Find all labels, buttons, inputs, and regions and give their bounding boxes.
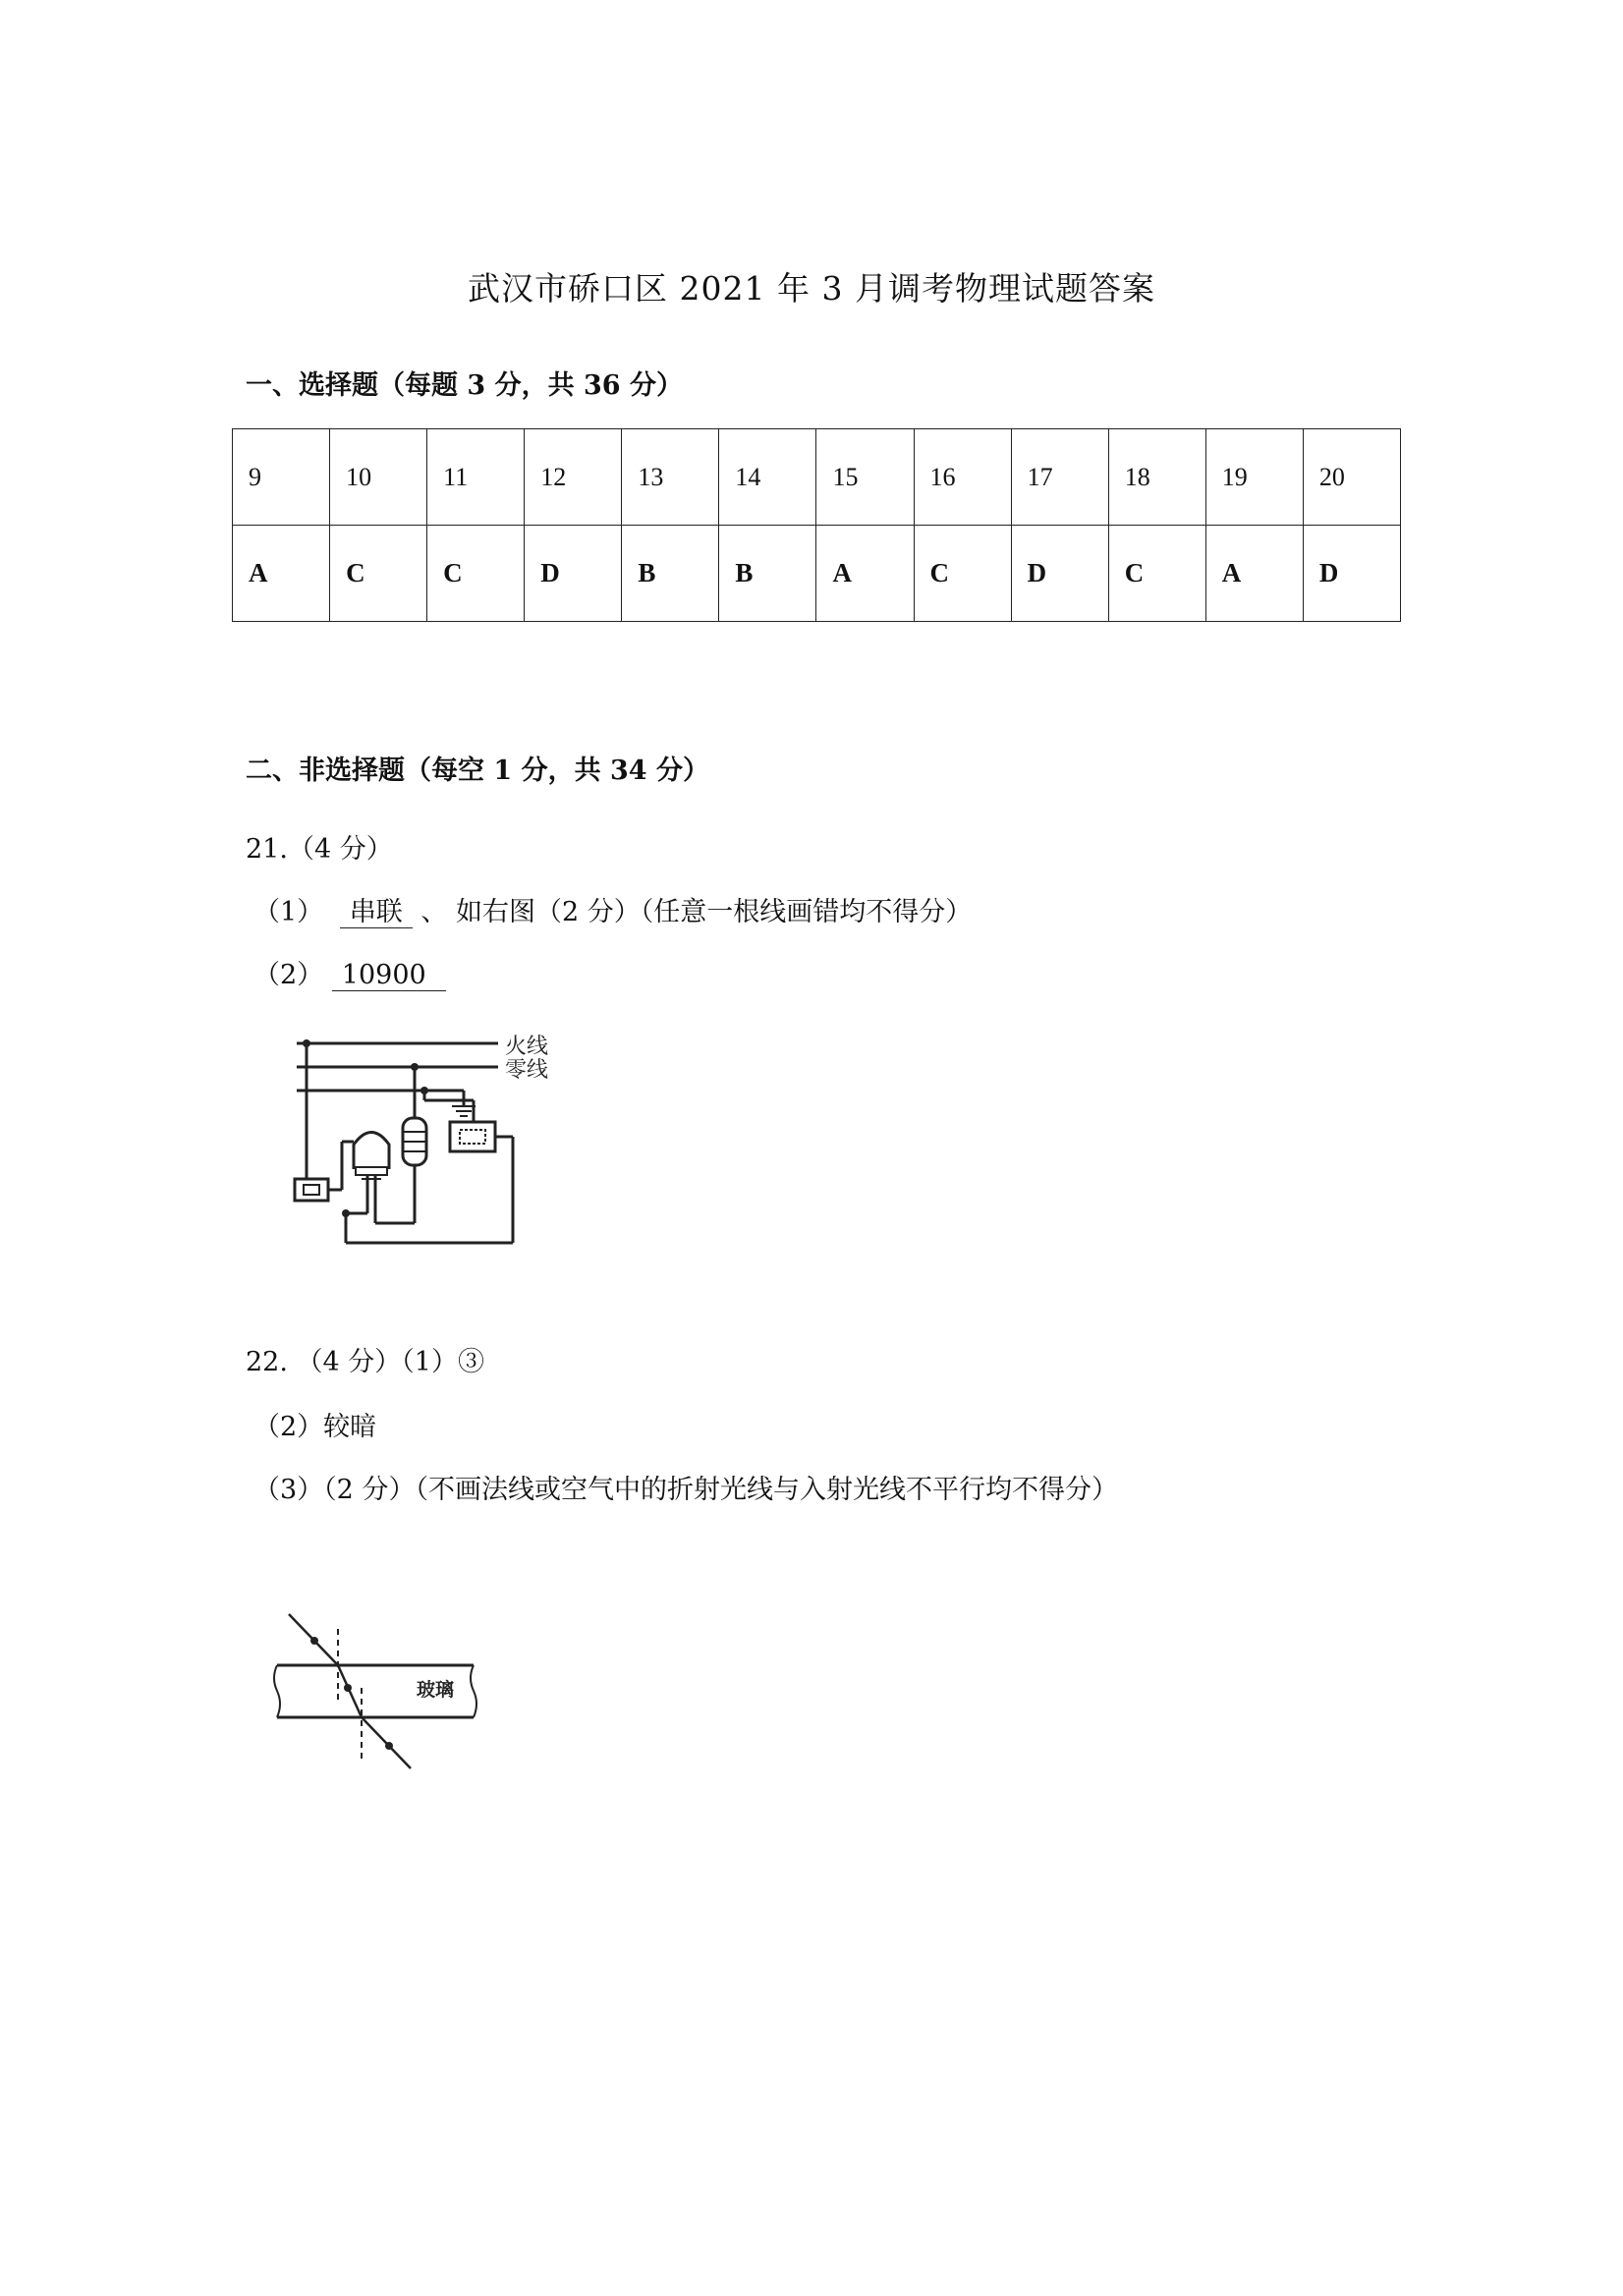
question-number: 17 [1011, 429, 1108, 526]
answer-letter: C [914, 526, 1011, 622]
answer-table [232, 428, 1401, 622]
switch-box [295, 1179, 328, 1201]
answer-letter: B [719, 526, 816, 622]
answer-letter: C [1108, 526, 1205, 622]
answer-letter: A [233, 526, 330, 622]
question-number: 11 [427, 429, 525, 526]
live-wire-label: 火线 [505, 1035, 549, 1059]
q21-part1 [253, 890, 972, 928]
q21-part2 [253, 953, 446, 991]
q22-part3: （3）（2 分）（不画法线或空气中的折射光线与入射光线不平行均不得分） [253, 1475, 1118, 1505]
answer-letter: C [427, 526, 525, 622]
question-number: 14 [719, 429, 816, 526]
answer-letter: D [1303, 526, 1400, 622]
refracted-ray [338, 1665, 362, 1717]
q21-answer-blank: 10900 [332, 961, 446, 991]
q21-part1-prefix: （1） [253, 897, 324, 927]
question-number-row [233, 429, 1401, 526]
question-number: 15 [816, 429, 914, 526]
glass-label: 玻璃 [417, 1679, 455, 1701]
q21-part1-text: 、 如右图（2 分）（任意一根线画错均不得分） [420, 897, 973, 927]
answer-row [233, 526, 1401, 622]
emergent-ray [362, 1717, 411, 1768]
answer-letter: B [622, 526, 719, 622]
q22-part2: （2）较暗 [253, 1412, 377, 1442]
q21-part2-prefix: （2） [253, 960, 324, 990]
answer-letter: C [330, 526, 427, 622]
question-number: 12 [525, 429, 622, 526]
refraction-diagram [267, 1609, 483, 1776]
q21-answer-blank: 串联 [340, 898, 413, 928]
section2-heading: 二、非选择题（每空 1 分，共 34 分） [246, 756, 709, 786]
question-number: 9 [233, 429, 330, 526]
q21-header: 21.（4 分） [246, 834, 393, 865]
answer-letter: A [1205, 526, 1303, 622]
page-title: 武汉市硚口区 2021 年 3 月调考物理试题答案 [468, 269, 1155, 308]
neutral-wire-label: 零线 [505, 1058, 549, 1083]
question-number: 16 [914, 429, 1011, 526]
section1-heading: 一、选择题（每题 3 分，共 36 分） [246, 370, 683, 401]
socket-icon [450, 1122, 495, 1151]
question-number: 18 [1108, 429, 1205, 526]
circuit-diagram [277, 1022, 591, 1253]
q22-header: 22. （4 分）（1）③ [246, 1347, 484, 1377]
lamp-icon [354, 1133, 389, 1170]
question-number: 10 [330, 429, 427, 526]
question-number: 13 [622, 429, 719, 526]
answer-letter: D [1011, 526, 1108, 622]
answer-letter: D [525, 526, 622, 622]
question-number: 20 [1303, 429, 1400, 526]
answer-letter: A [816, 526, 914, 622]
question-number: 19 [1205, 429, 1303, 526]
